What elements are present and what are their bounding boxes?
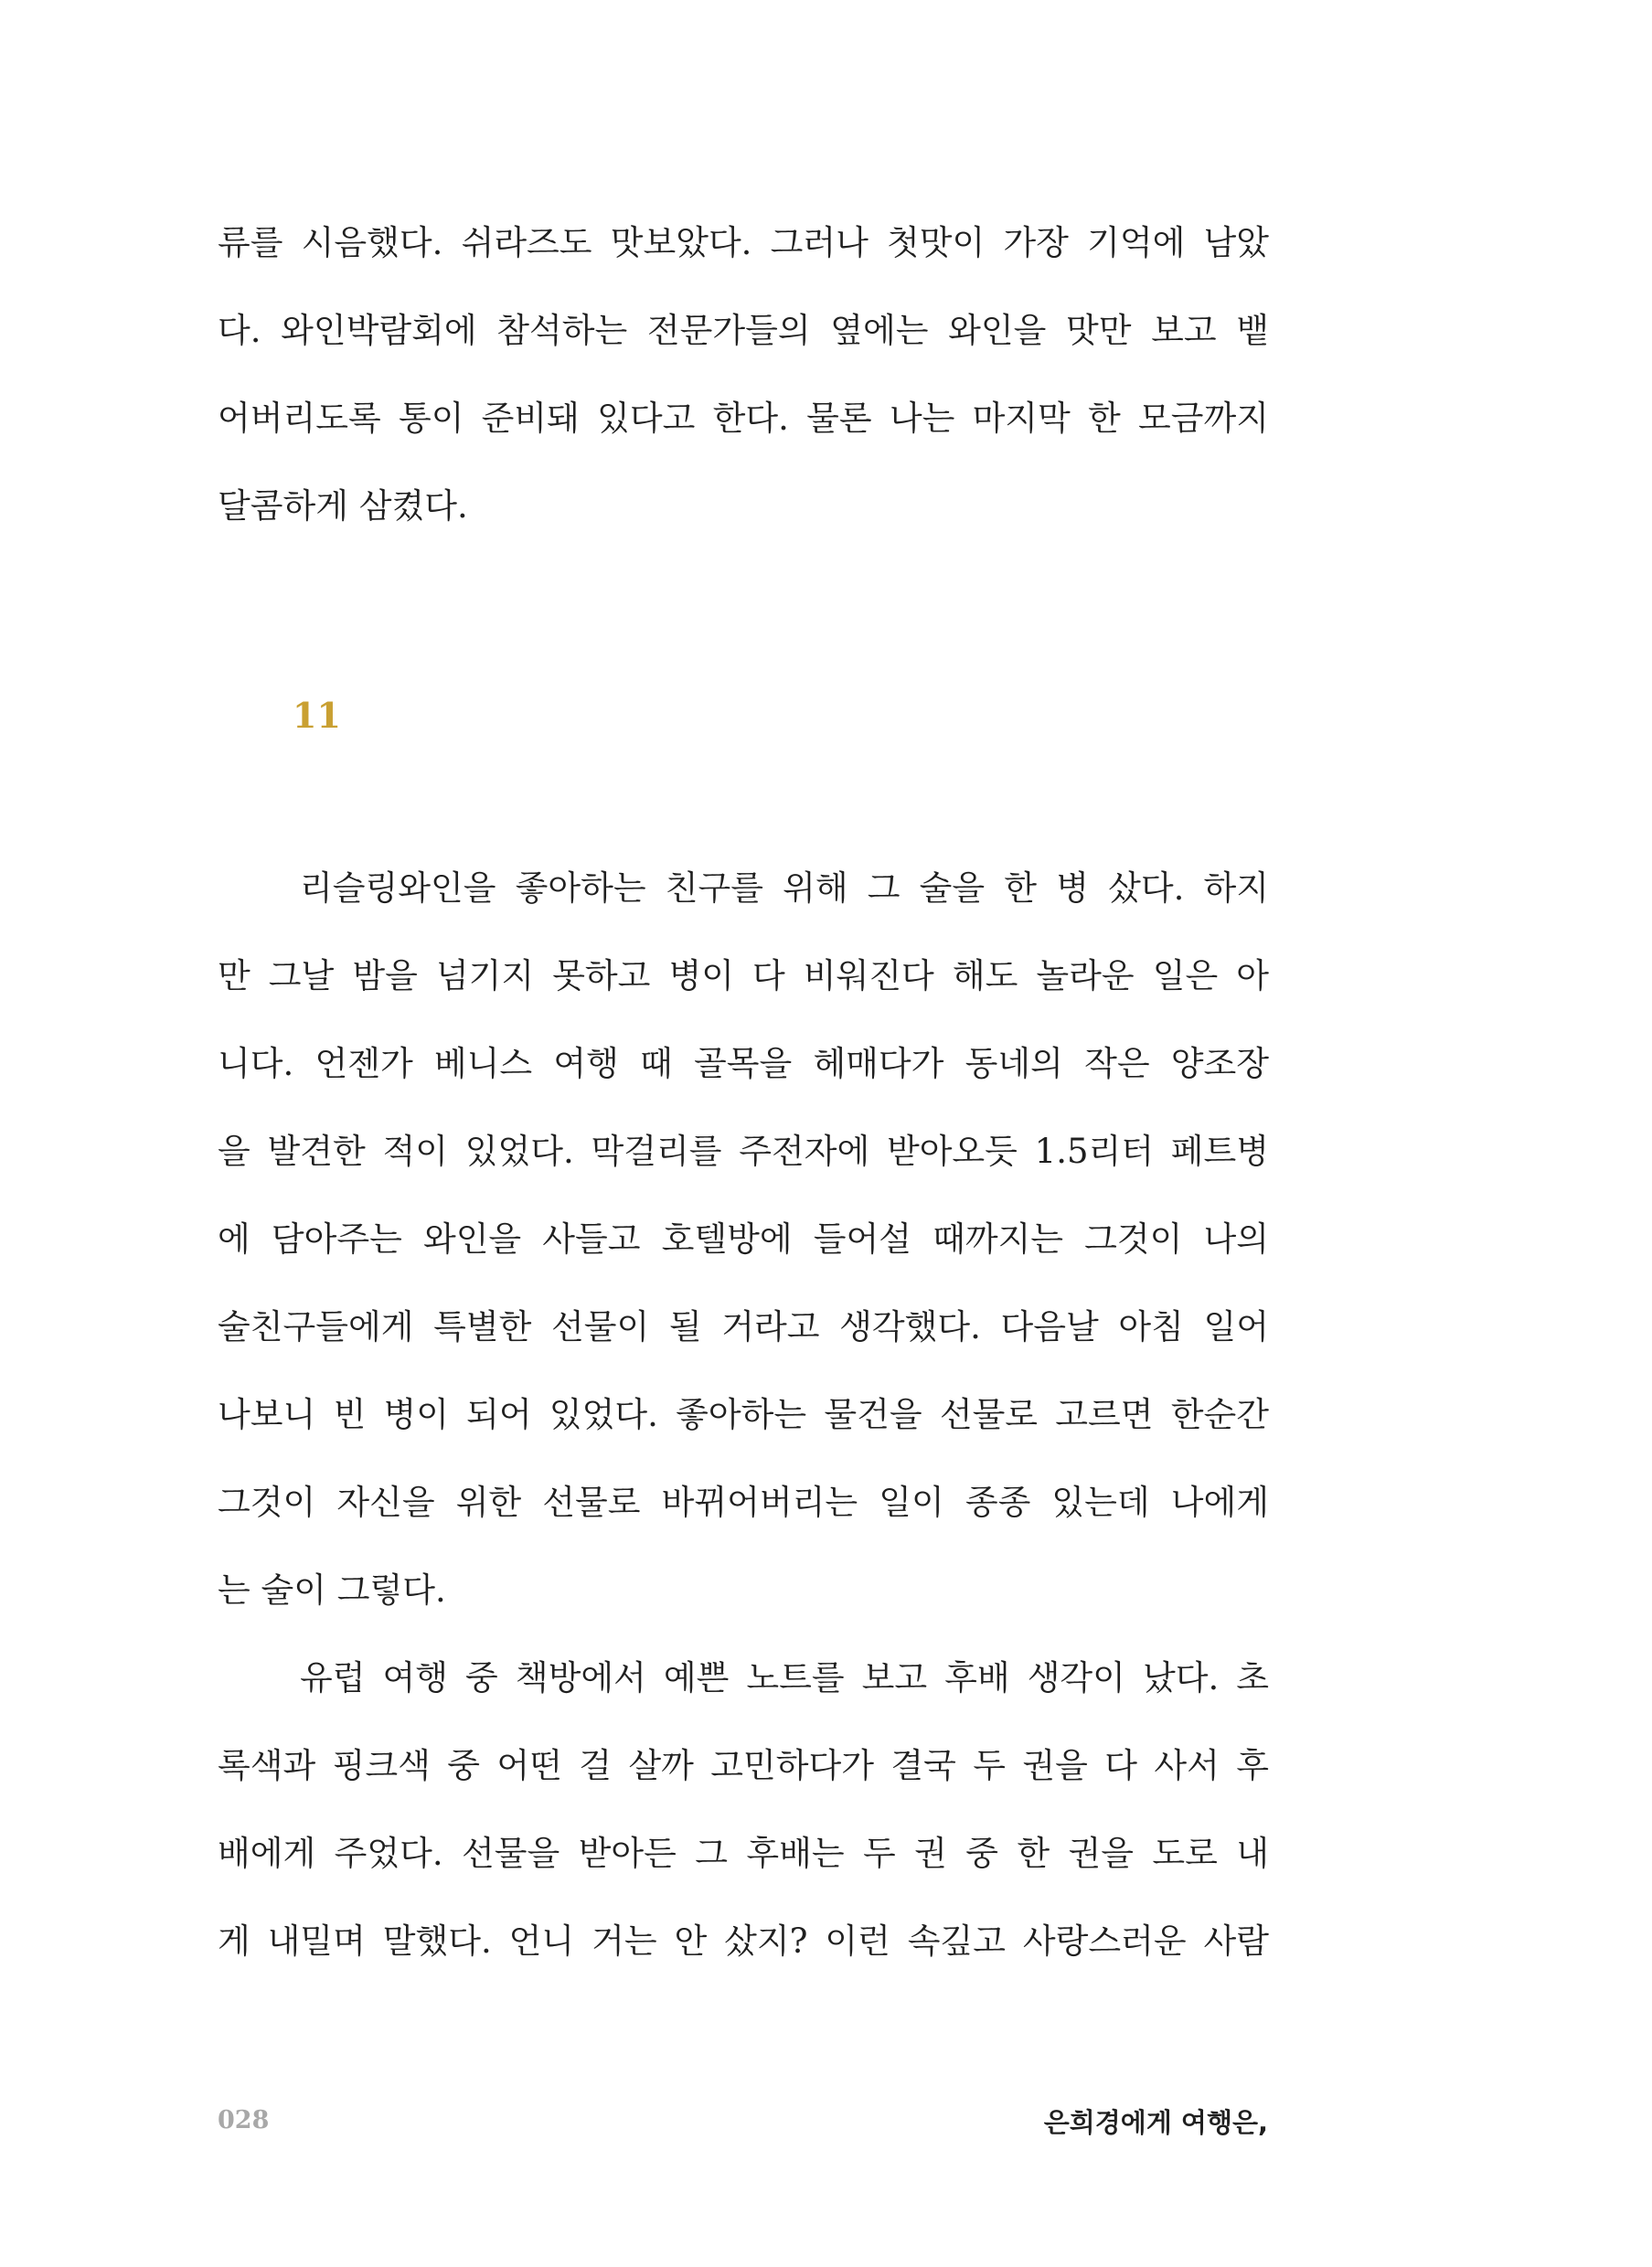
section-body (218, 845, 1269, 1985)
text-line: 을 발견한 적이 있었다. 막걸리를 주전자에 받아오듯 1.5리터 페트병 (218, 1132, 1269, 1171)
paragraph-1 (218, 845, 1269, 1634)
text-line: 그것이 자신을 위한 선물로 바뀌어버리는 일이 종종 있는데 나에게 (218, 1483, 1269, 1522)
text-line: 다. 와인박람회에 참석하는 전문가들의 옆에는 와인을 맛만 보고 뱉 (218, 311, 1269, 350)
text-line: 만 그날 밤을 넘기지 못하고 병이 다 비워진다 해도 놀라운 일은 아 (218, 956, 1269, 995)
text-line: 달콤하게 삼켰다. (218, 486, 468, 526)
text-line: 나보니 빈 병이 되어 있었다. 좋아하는 물건을 선물로 고르면 한순간 (218, 1395, 1269, 1434)
page-number: 028 (218, 2106, 270, 2134)
text-line: 배에게 주었다. 선물을 받아든 그 후배는 두 권 중 한 권을 도로 내 (218, 1834, 1269, 1873)
text-line: 유럽 여행 중 책방에서 예쁜 노트를 보고 후배 생각이 났다. 초 (300, 1658, 1269, 1698)
paragraph-continued (218, 199, 1269, 550)
section-number: 11 (293, 695, 341, 736)
text-line: 게 내밀며 말했다. 언니 거는 안 샀지? 이런 속깊고 사랑스러운 사람 (218, 1921, 1269, 1961)
text-line: 록색과 핑크색 중 어떤 걸 살까 고민하다가 결국 두 권을 다 사서 후 (218, 1746, 1269, 1785)
text-line: 리슬링와인을 좋아하는 친구를 위해 그 술을 한 병 샀다. 하지 (300, 868, 1269, 908)
running-title: 은희경에게 여행은, (1043, 2107, 1268, 2138)
paragraph-2 (218, 1634, 1269, 1985)
text-line: 니다. 언젠가 베니스 여행 때 골목을 헤매다가 동네의 작은 양조장 (218, 1044, 1269, 1083)
text-line: 류를 시음했다. 쉬라즈도 맛보았다. 그러나 첫맛이 가장 기억에 남았 (218, 223, 1269, 262)
text-line: 에 담아주는 와인을 사들고 호텔방에 들어설 때까지는 그것이 나의 (218, 1219, 1269, 1259)
text-line: 술친구들에게 특별한 선물이 될 거라고 생각했다. 다음날 아침 일어 (218, 1307, 1269, 1346)
text-line: 어버리도록 통이 준비돼 있다고 한다. 물론 나는 마지막 한 모금까지 (218, 399, 1269, 438)
text-line: 는 술이 그렇다. (218, 1570, 446, 1610)
